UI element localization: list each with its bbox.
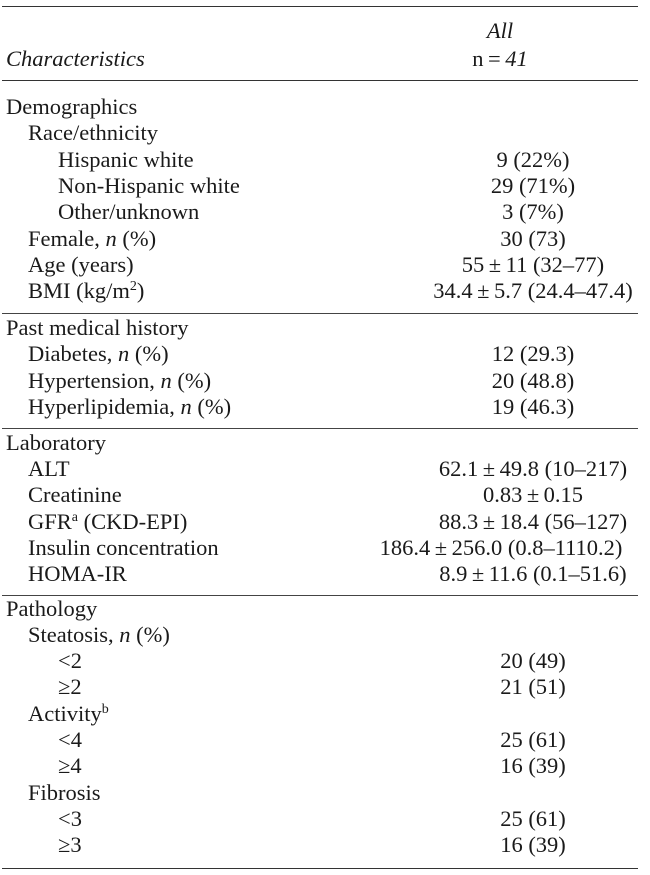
row-label <box>28 703 109 726</box>
row-label-italic: n <box>105 226 117 251</box>
table-row <box>0 703 650 729</box>
table-row <box>0 511 650 537</box>
row-label: Fibrosis <box>28 780 101 805</box>
row-value: 16 (39) <box>500 832 566 857</box>
table-header-rule <box>2 80 638 81</box>
table-row <box>0 370 650 396</box>
table-row <box>0 254 650 280</box>
section-heading-past-medical-history: Past medical history <box>6 315 189 340</box>
row-label: Age (years) <box>28 252 134 277</box>
row-label-italic: n <box>117 341 130 366</box>
section-heading-demographics: Demographics <box>6 94 138 119</box>
row-label-text: Steatosis, <box>28 622 120 647</box>
row-label: ALT <box>28 456 70 481</box>
row-label-italic: n <box>180 394 192 419</box>
row-label-suffix: (%) <box>129 341 169 366</box>
table-row <box>0 432 650 458</box>
row-label-suffix: (%) <box>116 226 157 251</box>
table-row <box>0 834 650 860</box>
row-value: 21 (51) <box>500 674 566 699</box>
row-label <box>28 228 156 251</box>
row-label-superscript: b <box>101 702 109 717</box>
row-label-superscript: 2 <box>129 279 137 294</box>
row-label <box>28 396 231 419</box>
row-label-suffix: (%) <box>171 368 212 393</box>
section-heading-laboratory: Laboratory <box>6 430 106 455</box>
table-row <box>0 228 650 254</box>
row-label-suffix: (%) <box>130 622 170 647</box>
section-divider <box>2 595 638 596</box>
row-label-suffix: ) <box>136 278 145 303</box>
row-label <box>28 511 187 534</box>
row-label-text: Diabetes, <box>28 341 118 366</box>
table-row <box>0 729 650 755</box>
row-value: 25 (61) <box>500 727 566 752</box>
row-value: 19 (46.3) <box>491 394 575 419</box>
table-row <box>0 624 650 650</box>
table-row <box>0 676 650 702</box>
row-label: Insulin concentration <box>28 535 219 560</box>
row-label: <3 <box>58 806 82 831</box>
row-label-text: Activity <box>28 701 102 726</box>
row-label: Race/ethnicity <box>28 120 158 145</box>
column-header-n <box>380 48 620 71</box>
table-row <box>0 317 650 343</box>
row-value: 25 (61) <box>500 806 566 831</box>
row-value: 30 (73) <box>500 226 566 251</box>
section-divider <box>2 313 638 314</box>
row-label-superscript: a <box>71 510 78 525</box>
row-value: 16 (39) <box>500 753 566 778</box>
table-row <box>0 280 650 306</box>
table-row <box>0 484 650 510</box>
row-label-italic: n <box>119 622 131 647</box>
row-value: 88.3 ± 18.4 (56–127) <box>438 509 628 534</box>
row-label-text: Hypertension, <box>28 368 161 393</box>
row-label <box>28 370 211 393</box>
table-row <box>0 122 650 148</box>
table-row <box>0 175 650 201</box>
section-heading-pathology: Pathology <box>6 596 98 621</box>
table-row <box>0 537 650 563</box>
row-label-text: GFR <box>28 509 72 534</box>
row-label-text: BMI (kg/m <box>28 278 130 303</box>
row-label: Other/unknown <box>58 199 200 224</box>
row-label: <4 <box>58 727 82 752</box>
n-value: 41 <box>505 46 528 71</box>
row-label <box>28 280 144 303</box>
row-value: 55 ± 11 (32–77) <box>461 252 605 277</box>
row-label-text: Female, <box>28 226 106 251</box>
table-bottom-rule <box>2 868 638 869</box>
row-value: 34.4 ± 5.7 (24.4–47.4) <box>433 278 633 303</box>
table-row <box>0 650 650 676</box>
row-value: 62.1 ± 49.8 (10–217) <box>438 456 628 481</box>
row-value: 8.9 ± 11.6 (0.1–51.6) <box>439 561 627 586</box>
section-divider <box>2 428 638 429</box>
row-label: <2 <box>58 648 82 673</box>
row-label: ≥4 <box>58 753 82 778</box>
table-row <box>0 201 650 227</box>
row-label: Non-Hispanic white <box>58 173 240 198</box>
row-label: ≥2 <box>58 674 82 699</box>
row-value: 12 (29.3) <box>491 341 575 366</box>
row-label-text: Hyperlipidemia, <box>28 394 181 419</box>
table-row <box>0 563 650 589</box>
row-value: 29 (71%) <box>490 173 576 198</box>
row-label-italic: n <box>160 368 172 393</box>
row-value: 20 (48.8) <box>491 368 575 393</box>
row-value: 20 (49) <box>500 648 566 673</box>
row-label-suffix: (CKD-EPI) <box>78 509 188 534</box>
row-value: 3 (7%) <box>502 199 564 224</box>
row-label <box>28 343 169 366</box>
table-row <box>0 782 650 808</box>
table-row <box>0 149 650 175</box>
table-row <box>0 396 650 422</box>
table-row <box>0 96 650 122</box>
table-top-rule <box>2 6 638 7</box>
n-prefix: n = <box>472 46 506 71</box>
row-label: ≥3 <box>58 832 82 857</box>
row-label <box>28 624 170 647</box>
table-row <box>0 755 650 781</box>
column-header-all: All <box>486 18 514 43</box>
table-row <box>0 598 650 624</box>
table-row <box>0 343 650 369</box>
row-label: HOMA-IR <box>28 561 127 586</box>
row-label: Creatinine <box>28 482 122 507</box>
row-value: 0.83 ± 0.15 <box>482 482 584 507</box>
row-value: 9 (22%) <box>496 147 570 172</box>
column-header-characteristics: Characteristics <box>6 46 145 71</box>
table-row <box>0 458 650 484</box>
row-label: Hispanic white <box>58 147 194 172</box>
row-value: 186.4 ± 256.0 (0.8–1110.2) <box>379 535 623 560</box>
row-label-suffix: (%) <box>191 394 232 419</box>
table-row <box>0 808 650 834</box>
